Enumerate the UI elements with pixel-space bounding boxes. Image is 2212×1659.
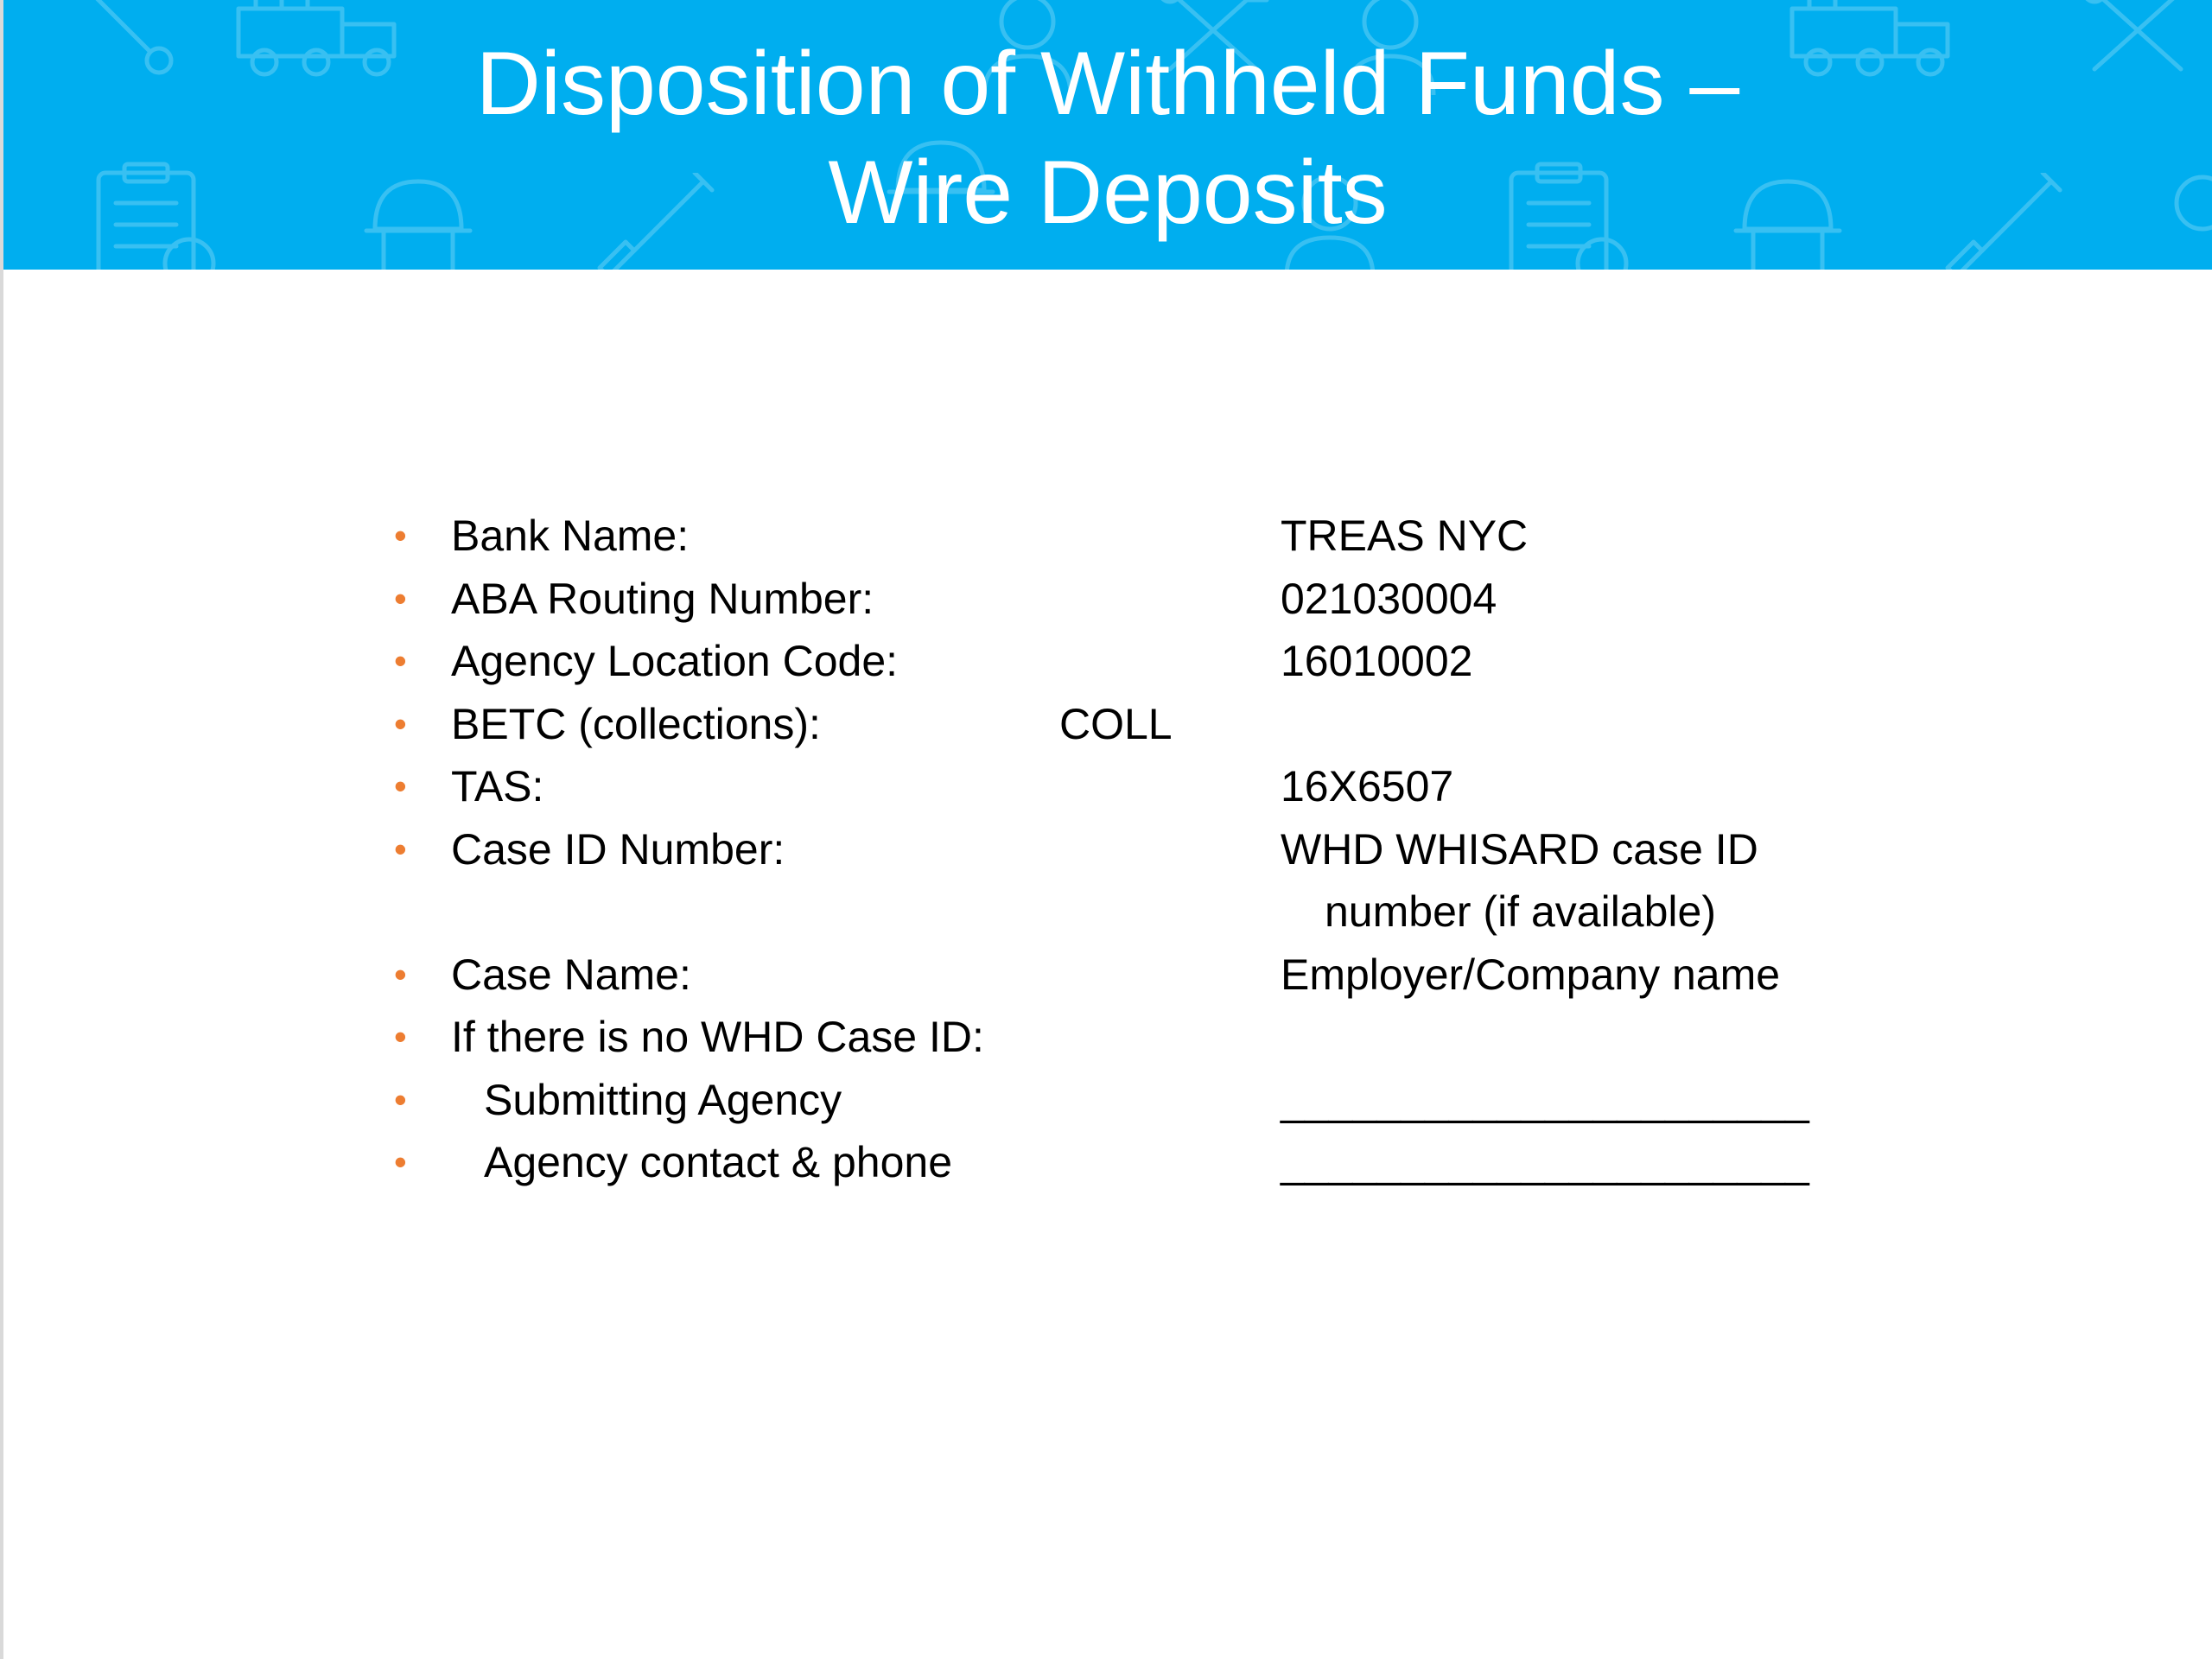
list-item-aba-routing xyxy=(394,568,1863,631)
bullet-icon: • xyxy=(394,577,407,619)
item-value-continued: number (if available) xyxy=(1325,887,1716,936)
item-value: 16010002 xyxy=(1281,637,1473,685)
blank-line: ______________________ xyxy=(1281,1075,1809,1124)
item-value: Employer/Company name xyxy=(1281,950,1781,999)
item-label: ABA Routing Number: xyxy=(451,574,874,623)
bullet-icon: • xyxy=(394,1016,407,1057)
list-item-betc xyxy=(394,693,1863,756)
list-item-case-id xyxy=(394,818,1863,881)
item-label: Submitting Agency xyxy=(484,1075,842,1124)
list-item-no-case-id xyxy=(394,1006,1863,1069)
item-label: Case ID Number: xyxy=(451,824,785,874)
list-item-tas xyxy=(394,755,1863,818)
wire-details-list xyxy=(394,505,1863,1194)
list-item-agency-contact xyxy=(394,1131,1863,1194)
bullet-icon: • xyxy=(394,766,407,806)
bullet-icon: • xyxy=(394,702,407,744)
item-label: If there is no WHD Case ID: xyxy=(451,1013,984,1061)
list-item-agency-location-code xyxy=(394,630,1863,693)
item-value: 021030004 xyxy=(1281,574,1497,623)
bullet-icon: • xyxy=(394,1078,407,1120)
bullet-icon: • xyxy=(394,515,407,556)
list-item-bank-name xyxy=(394,505,1863,568)
slide-title-line-2: Wire Deposits xyxy=(828,143,1388,243)
item-label: Case Name: xyxy=(451,950,691,999)
bullet-icon: • xyxy=(394,828,407,869)
item-value: TREAS NYC xyxy=(1281,512,1529,560)
item-value: COLL xyxy=(1059,699,1173,748)
slide-title xyxy=(3,29,2212,247)
list-item-submitting-agency xyxy=(394,1069,1863,1132)
bullet-icon: • xyxy=(394,640,407,681)
title-banner xyxy=(3,0,2212,270)
item-value: 16X6507 xyxy=(1281,762,1454,810)
item-label: Agency Location Code: xyxy=(451,637,899,685)
item-label: Bank Name: xyxy=(451,512,690,560)
list-item-case-name xyxy=(394,944,1863,1007)
slide-title-line-1: Disposition of Withheld Funds – xyxy=(475,34,1740,134)
bullet-icon: • xyxy=(394,1141,407,1182)
blank-line: ______________________ xyxy=(1281,1138,1809,1186)
bullet-icon: • xyxy=(394,953,407,995)
item-label: BETC (collections): xyxy=(451,699,821,748)
list-item-case-id-continued xyxy=(394,880,1863,944)
item-label: TAS: xyxy=(451,762,544,810)
item-label: Agency contact & phone xyxy=(484,1138,953,1186)
item-value: WHD WHISARD case ID xyxy=(1281,824,1758,874)
